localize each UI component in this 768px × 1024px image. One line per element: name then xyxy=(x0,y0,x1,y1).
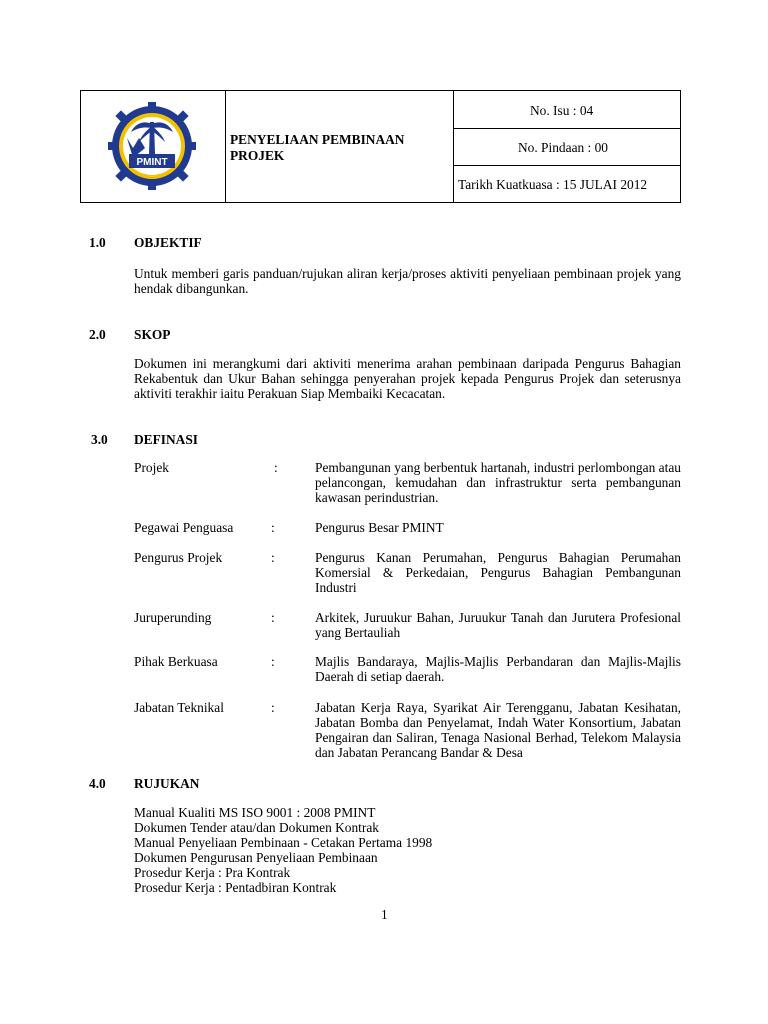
definition-colon: : xyxy=(271,610,275,625)
logo-text: PMINT xyxy=(136,157,168,168)
section-number: 3.0 xyxy=(91,432,108,447)
reference-item: Prosedur Kerja : Pentadbiran Kontrak xyxy=(134,880,337,895)
definition-term: Juruperunding xyxy=(134,610,212,625)
reference-item: Dokumen Pengurusan Penyeliaan Pembinaan xyxy=(134,850,378,865)
reference-item: Manual Penyeliaan Pembinaan - Cetakan Pertama 1998 xyxy=(134,835,433,850)
definition-text: Pengurus Besar PMINT xyxy=(315,520,444,535)
effective-date: Tarikh Kuatkuasa : 15 JULAI 2012 xyxy=(458,177,648,192)
amendment-number: No. Pindaan : 00 xyxy=(518,140,609,155)
definition-colon: : xyxy=(271,520,275,535)
section-body: Untuk memberi garis panduan/rujukan aliran kerja/proses aktiviti penyeliaan pembinaan projek yang hendak dibangunkan. xyxy=(134,266,681,296)
definition-term: Jabatan Teknikal xyxy=(134,700,224,715)
definition-text: Pengurus Kanan Perumahan, Pengurus Bahagian Perumahan Komersial & Perkedaian, Pengurus Bahagian Pembangunan Industri xyxy=(315,550,681,595)
header-divider xyxy=(453,165,680,166)
section-number: 2.0 xyxy=(89,327,106,342)
section-body: Dokumen ini merangkumi dari aktiviti menerima arahan pembinaan daripada Pengurus Bahagian Rekabentuk dan Ukur Bahan sehingga penyerahan projek kepada Pengurus Projek dan seterusnya aktiviti terakhir iaitu Perakuan Siap Membaiki Kecacatan. xyxy=(134,356,681,401)
definition-term: Pihak Berkuasa xyxy=(134,654,218,669)
definition-colon: : xyxy=(271,700,275,715)
section-heading: OBJEKTIF xyxy=(134,235,202,250)
definition-text: Pembangunan yang berbentuk hartanah, industri perlombongan atau pelancongan, kemudahan dan infrastruktur serta pembangunan kawasan perindustrian. xyxy=(315,460,681,505)
pmint-logo xyxy=(103,102,201,190)
definition-text: Jabatan Kerja Raya, Syarikat Air Terengganu, Jabatan Kesihatan, Jabatan Bomba dan Penyelamat, Indah Water Konsortium, Jabatan Pengairan dan Saliran, Tenaga Nasional Berhad, Telekom Malaysia dan Jabatan Perancang Bandar & Desa xyxy=(315,700,681,760)
section-heading: SKOP xyxy=(134,327,171,342)
definition-term: Projek xyxy=(134,460,169,475)
reference-item: Manual Kualiti MS ISO 9001 : 2008 PMINT xyxy=(134,805,376,820)
issue-number: No. Isu : 04 xyxy=(530,103,594,118)
header-divider xyxy=(453,91,454,202)
reference-item: Prosedur Kerja : Pra Kontrak xyxy=(134,865,291,880)
definition-colon: : xyxy=(271,550,275,565)
definition-text: Arkitek, Juruukur Bahan, Juruukur Tanah dan Jurutera Profesional yang Bertauliah xyxy=(315,610,681,640)
definition-colon: : xyxy=(271,654,275,669)
section-heading: RUJUKAN xyxy=(134,776,200,791)
definition-colon: : xyxy=(274,460,278,475)
definition-text: Majlis Bandaraya, Majlis-Majlis Perbandaran dan Majlis-Majlis Daerah di setiap daerah. xyxy=(315,654,681,684)
document-title: PENYELIAAN PEMBINAAN PROJEK xyxy=(230,132,405,163)
page-number: 1 xyxy=(381,907,388,922)
section-heading: DEFINASI xyxy=(134,432,198,447)
definition-term: Pengurus Projek xyxy=(134,550,223,565)
section-number: 4.0 xyxy=(89,776,106,791)
section-number: 1.0 xyxy=(89,235,106,250)
header-divider xyxy=(453,128,680,129)
header-divider xyxy=(225,91,226,202)
reference-item: Dokumen Tender atau/dan Dokumen Kontrak xyxy=(134,820,379,835)
definition-term: Pegawai Penguasa xyxy=(134,520,234,535)
